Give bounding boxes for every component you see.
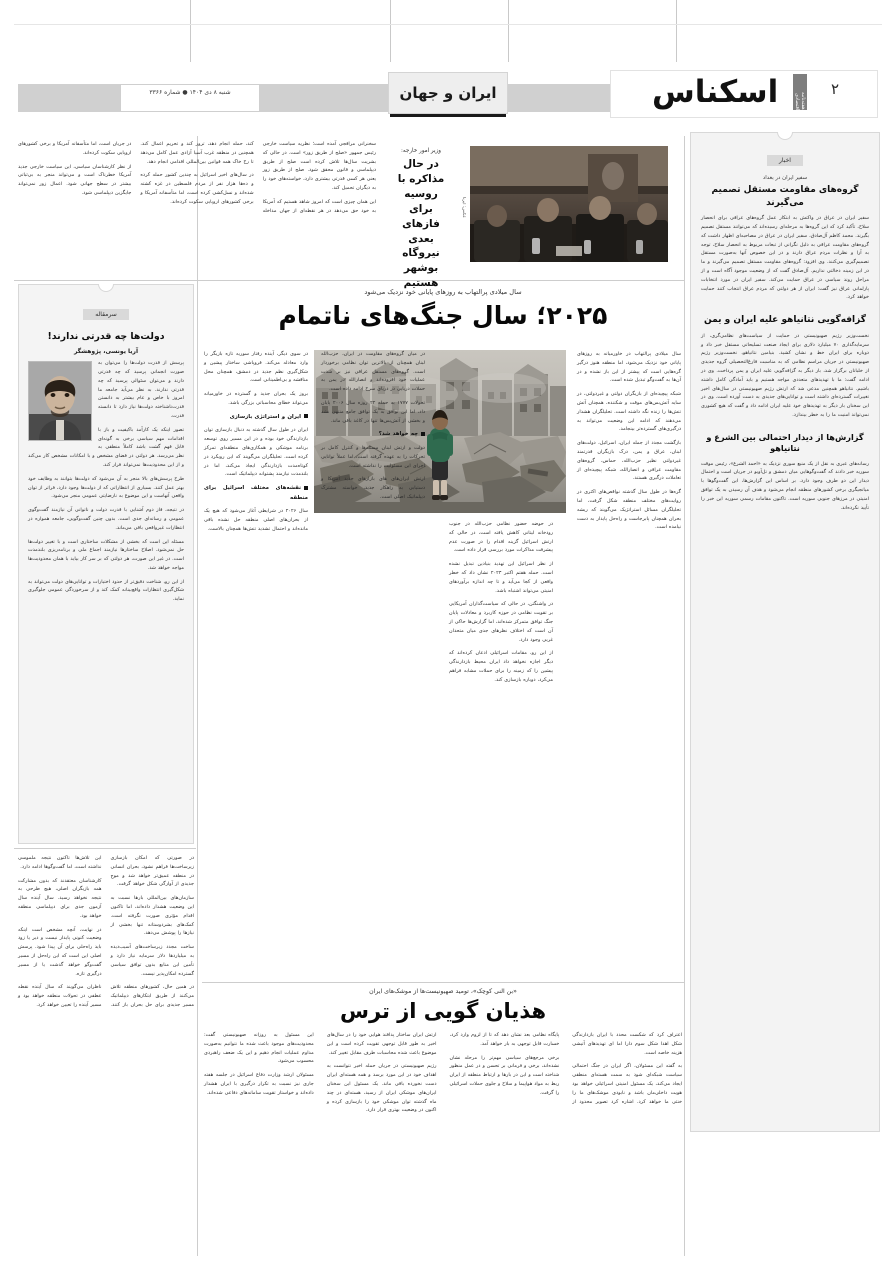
paragraph: سال میلادی پرالتهاب در خاورمیانه به روزهای پایانی خود نزدیک می‌شود، اما منطقه هنوز درگیر گره‌هایی است که پیشتر از این باز نشده و در آن‌ها به گفت‌وگو تبدیل شده است. bbox=[577, 351, 681, 384]
paragraph: در همین حال، کشورهای منطقه تلاش می‌کنند از طریق ابتکارهای دیپلماتیک مسیر جدیدی برای حل بحران باز کنند. این تلاش‌ها تاکنون نتیجه ملموسی نداشته است، اما گفت‌وگوها ادامه دارد. bbox=[18, 855, 194, 1008]
paragraph: در نتیجه، فاز دوم آشنایی با قدرت دولت و ناتوانی آن نیازمند گفت‌وگوی عمومی و رسانه‌ای جدی است. بدون چنین گفت‌وگویی، جامعه همواره در انتظارات غیرواقعی باقی می‌ماند. bbox=[28, 507, 184, 531]
paragraph: برخی مرجع‌های سیاسی مهم‌تر را مرحله نشان نشده‌اند، برخی و فرمانی بر تحسن و در عمل منظور شناخته است و این در بارها و ارتباط منطقه از ایران ربط به مواد هواپیما و سلاح و جلوی حملات اسرائیلی را گرفت. bbox=[449, 1054, 560, 1096]
paragraph: کارشناسان معتقدند که بدون مشارکت همه بازیگران اصلی، هیچ طرحی به نتیجه نخواهد رسید. سال آینده سال آزمون جدی برای دیپلماسی منطقه خواهد بود. bbox=[18, 877, 102, 919]
fm-kicker: وزیر امور خارجه: bbox=[401, 148, 441, 154]
news-item-body: نخست‌وزیر رژیم صهیونیستی در حمایت از سیاست‌های نظامی‌گری، از سرمایه‌گذاری ۷۰ میلیارد دلاری برای ایجاد صنعت تسلیحاتی مستقل خبر داد و دوباره برای ایران خط و نشان کشید. بنیامین نتانیاهو، نخست‌وزیر رژیم صهیونیستی در جریان مراسم نظامی که به مناسبت فارغ‌التحصیلی گروه جدیدی از خلبانان برگزار شد، بار دیگر به گزافه‌گویی علیه ایران و یمن پرداخت. وی در ادامه گفت: ما با تهدیدهای متعددی مواجه هستیم و باید آمادگی کامل داشته باشیم. نتانیاهو همچنین مدعی شد که ارتش رژیم صهیونیستی در سال‌های اخیر تغییرات گسترده‌ای داشته است و توانایی‌های جدیدی به دست آورده است. وی در این سخنان بار دیگر به تهدیدهای خود علیه ایران ادامه داد و گفت که هیچ کشوری نمی‌تواند امنیت ما را به خطر بیندازد. bbox=[701, 332, 869, 418]
paragraph: ناظران می‌گویند که سال آینده نقطه عطفی در تحولات منطقه خواهد بود و مسیر آینده را تعیین خواهد کرد. bbox=[18, 984, 102, 1008]
paragraph: مسئولان ارشد وزارت دفاع اسرائیل در جلسه هفته جاری نیز نسبت به تکرار درگیری با ایران هشدار داده‌اند و خواستار تقویت سامانه‌های دفاعی شده‌اند. bbox=[204, 1072, 314, 1096]
editorial-inner bbox=[19, 285, 193, 612]
editorial-chip-wrap bbox=[28, 301, 184, 320]
section-tab[interactable] bbox=[388, 72, 508, 114]
crop-mark-area bbox=[0, 0, 896, 62]
section-tab-underline bbox=[390, 114, 506, 117]
section-tab-label: ایران و جهان bbox=[399, 84, 497, 102]
paragraph: طرح پرسش‌های بالا منجر به آن می‌شود که دولت‌ها بتوانند به وظایف خود بهتر عمل کنند. بسیاری از انتظاراتی که از دولت‌ها وجود دارد، فراتر از توان واقعی آنهاست و این موضوع به نارضایتی عمومی منجر می‌شود. bbox=[28, 475, 184, 500]
bottom-left-column bbox=[18, 854, 194, 1260]
paragraph: از نظر اسرائیل این تهدید بنیادین تبدیل نشده است. حمله هفتم اکتبر ۲۰۲۳ نشان داد که خطر واقعی از کجا می‌آید و تا چه اندازه برآوردهای امنیتی می‌تواند اشتباه باشد. bbox=[449, 561, 553, 594]
main-article-column bbox=[204, 350, 308, 534]
paragraph: دولت و ارتش لبنان مسئله‌ها و کنترل کامل بر تحرکات را به عهده گرفته است، اما عملاً توانایی اجرای این مسئولیت را نداشته است. bbox=[321, 444, 425, 469]
editorial-chip: سرمقاله bbox=[83, 309, 128, 320]
paragraph: شبکه پیچیده‌ای از بازیگران دولتی و غیردولتی، در سایه آتش‌بس‌های موقت و شکننده، همچنان آتش تنش‌ها را زنده نگه داشته است. تحلیلگران هشدار می‌دهند که ادامه این وضعیت می‌تواند به درگیری‌های گسترده‌تر بینجامد. bbox=[577, 391, 681, 433]
publication-date: شنبه ۸ دی ۱۴۰۴ ● شماره ۳۳۶۶ bbox=[149, 89, 231, 96]
paragraph: تحولات ۱۷۷۷ به حمله ۲۲ روزه سال ۲۰۰۶ پایان داد، اما این توافق به یک توافق جامع منتهی نشد و بخشی از آتش‌بس‌ها تنها در کاغذ باقی ماند. bbox=[321, 399, 425, 424]
news-item-headline: گزارش‌ها از دیدار احتمالی بین الشرع و نتانیاهو bbox=[706, 431, 864, 454]
main-article-headline: ۲۰۲۵؛ سال جنگ‌های ناتمام bbox=[278, 301, 608, 330]
main-article-columns bbox=[204, 350, 682, 980]
news-sidebar-card bbox=[690, 132, 880, 1132]
fm-photo-credit: عکس: ایرنا bbox=[461, 196, 466, 218]
news-item-headline: گروه‌های مقاومت مستقل تصمیم می‌گیرند bbox=[711, 185, 859, 208]
paragraph: در صورتی که امکان بازسازی زیرساخت‌ها فراهم نشود، بحران انسانی در منطقه عمیق‌تر خواهد شد و موج جدیدی از آوارگی شکل خواهد گرفت. bbox=[110, 855, 194, 888]
paragraph: رژیم صهیونیستی در جریان حمله اخیر نتوانست به اهداف خود در این مورد برسد و همه هسته‌ای ایران دست نخورده باقی ماند. یک مسئول این سخنان ایران‌های موشکی ایران از رسید، هسته‌ای در چند ماه گذشته توان موشکی خود را بازسازی کرده و اکنون در وضعیت بهتری قرار دارد. bbox=[326, 1063, 437, 1114]
paragraph: ایران در طول سال گذشته به دنبال بازسازی توان بازدارندگی خود بوده و در این مسیر روی توسعه برنامه موشکی و همکاری‌های منطقه‌ای تمرکز کرده است. تحلیلگران می‌گویند که این رویکرد در کوتاه‌مدت بازدارندگی ایجاد می‌کند، اما در بلندمدت نیازمند پشتوانه دیپلماتیک است. bbox=[204, 427, 308, 478]
paragraph: از نظر کارشناسان سیاسی، این سیاست خارجی جدید آمریکا خطرناک است و می‌تواند منجر به بی‌ثباتی بیشتر در سطح جهانی شود. اعمال زور نمی‌تواند جایگزین دیپلماسی شود. bbox=[18, 163, 132, 196]
paragraph: ارتش ایران ساختار پدافند هوایی خود را در سال‌های اخیر به طور قابل توجهی تقویت کرده است و این موضوع باعث شده محاسبات طرف مقابل تغییر کند. bbox=[326, 1032, 437, 1056]
paragraph: در حوضه حضور نظامی حزب‌الله در جنوب رودخانه لیتانی کاهش یافته است، در حالی که ارتش اسرائیل گزینه اقدام را در صورت عدم پیشرفت مذاکرات مورد بررسی قرار داده است. bbox=[449, 521, 553, 554]
news-item-kicker: سفیر ایران در بغداد bbox=[762, 175, 808, 181]
main-article-subhead bbox=[321, 430, 425, 440]
paragraph: در نهایت، آنچه مشخص است اینکه وضعیت کنونی پایدار نیست و دیر یا زود باید راه‌حلی برای آن پیدا شود. پرسش اصلی این است که این راه‌حل از مسیر گفت‌وگو خواهد گذشت یا از مسیر درگیری تازه. bbox=[18, 926, 102, 977]
fm-photo bbox=[470, 146, 668, 262]
subhead-label: چه خواهد شد؟ bbox=[378, 431, 418, 438]
news-chip-wrap bbox=[701, 147, 869, 166]
main-article-subhead bbox=[204, 484, 308, 503]
lead-article-body bbox=[18, 140, 376, 270]
column-rule bbox=[684, 136, 685, 1256]
column-rule bbox=[197, 136, 198, 1256]
paragraph: این مسئول به روزانه صهیونیستی گفت: محدودیت‌های موجود باعث شده ما نتوانیم به‌صورت مداوم عملیات انجام دهیم و این یک ضعف راهبردی محسوب می‌شود. bbox=[204, 1032, 314, 1065]
paragraph: پرسش از قدرت دولت‌ها را می‌توان به صورت انجمانی پرسید که چه قدرتی دارند و می‌توان سئوالی پرسید که چه قدرتی ندارند. به نظر می‌آید جامعه ما امروز با خاص و عام بیشتر به دانستن قدرت‌ناشناخته دولت‌ها نیاز دارد تا دانسته قدرت. bbox=[98, 360, 184, 419]
editorial-headline: دولت‌ها چه قدرتی ندارند! bbox=[47, 331, 165, 342]
main-article bbox=[204, 284, 682, 984]
crop-mark-line bbox=[190, 0, 191, 62]
paragraph: در سوی دیگر، آینده رفتار سوریه تازه بازیگر را وارد معادله می‌کند. فروپاشی ساختار پیشین و شکل‌گیری نظم جدید در دمشق، همچنان محل مناقشه و بی‌اطمینانی است. bbox=[204, 351, 308, 384]
paragraph: در سال‌های اخیر اسرائیل به چندین کشور حمله کرده و ده‌ها هزار نفر از مردم فلسطین در غزه کشته شده‌اند و نسل‌کشی کرده است، اما متأسفانه آمریکا و برخی کشورهای اروپایی سکوت کرده‌اند. bbox=[140, 172, 254, 205]
crop-mark-line bbox=[14, 24, 882, 25]
main-article-column bbox=[577, 350, 681, 532]
square-bullet-icon bbox=[304, 486, 308, 490]
square-bullet-icon bbox=[304, 414, 308, 418]
paragraph: سخنرانی مرافجی آمده است؛ نظریه سیاست خارجی رئیس جمهور «صلح از طریق زور» است. در حالی که بشریت سال‌ها تلاش کرده است صلح از طریق دیپلماسی و قانون محقق شود. صلح از طریق زور یعنی هر کسی قدرتی بیشتری دارد، خواسته‌های خود را به دیگران تحمیل کند. bbox=[262, 141, 376, 191]
paragraph: اعتراف کرد که شکست محدد با ایران بازدارندگی شکل اهدا شکل سوم دارا اما ای تهدیدهای آتیشی هزینه خاصه است. bbox=[572, 1032, 682, 1056]
paragraph: در واشنگتن، در حالی که سیاست‌گذاران آمریکایی بر تقویت نظامی در حوزه کاربرد و معادلات پایان جنگ توافق متمرکز شده‌اند، اما گزارش‌ها حاکی از آن است که اختلاف نظرهای جدی میان متحدان غربی وجود دارد. bbox=[449, 601, 553, 643]
brand-title: اسکناس bbox=[652, 74, 779, 110]
fm-headline: در حال مذاکره با روسیه برای فازهای بعدی نیروگاه بوشهر هستیم bbox=[397, 158, 445, 290]
section-rule bbox=[14, 848, 196, 849]
main-article-subhead bbox=[204, 413, 308, 423]
paragraph: ارتش ایران‌های های بازارهای جدید آمریکا و دستیابی به راهکار جدید، خواسته مشترک دیپلماتیک اصلی است. bbox=[321, 476, 425, 500]
paragraph: ساخت مجدد زیرساخت‌های آسیب‌دیده به میلیاردها دلار سرمایه نیاز دارد و تأمین این منابع بدون توافق سیاسی گسترده امکان‌پذیر نیست. bbox=[110, 944, 194, 977]
page-content bbox=[14, 132, 882, 1262]
bottom-article-body bbox=[204, 1031, 682, 1249]
paragraph: سازمان‌های بین‌المللی بارها نسبت به این وضعیت هشدار داده‌اند، اما تاکنون اقدام مؤثری صورت نگرفته است. کمک‌های بشردوستانه تنها بخشی از نیازها را پوشش می‌دهد. bbox=[110, 895, 194, 937]
news-item-headline: گزافه‌گویی نتانیاهو علیه ایران و یمن bbox=[704, 315, 866, 326]
paragraph: مسئله این است که بخشی از مشکلات ساختاری است و با تغییر دولت‌ها حل نمی‌شود. اصلاح ساختارها نیازمند اجماع ملی و برنامه‌ریزی بلندمدت است. در غیر این صورت، هر دولتی که بر سر کار بیاید با همان محدودیت‌ها مواجه خواهد شد. bbox=[28, 538, 184, 571]
crop-mark-line bbox=[676, 0, 677, 62]
paragraph: بروز یک بحران جدید و گسترده در خاورمیانه می‌تواند خطای محاسباتی بزرگی باشد. bbox=[204, 391, 308, 406]
editorial-byline: آریا یونسی، پژوهشگر bbox=[73, 348, 139, 356]
square-bullet-icon bbox=[421, 432, 425, 436]
editorial-card bbox=[18, 284, 194, 844]
subhead-label: ایران و استراتژی بازسازی bbox=[229, 413, 301, 420]
subhead-label: نقشه‌های مختلف اسرائیل برای منطقه bbox=[204, 485, 308, 501]
paragraph: از این رو، شناخت دقیق‌تر از حدود اختیارات و توانایی‌های دولت می‌تواند به شکل‌گیری انتظارات واقع‌بینانه کمک کند و از سرخوردگی عمومی جلوگیری نماید. bbox=[28, 578, 184, 603]
paragraph: سال ۲۰۲۶ در شرایطی آغاز می‌شود که هیچ یک از بحران‌های اصلی منطقه حل نشده باقی مانده‌اند و احتمال تشدید تنش‌ها همچنان بالاست. bbox=[204, 508, 308, 532]
paragraph: در جریان است، اما متأسفانه آمریکا و برخی کشورهای اروپایی سکوت کرده‌اند. bbox=[18, 141, 132, 156]
news-item-body: رسانه‌های عبری به نقل از یک منبع سوری نزدیک به «احمد الشرع»، رئیس موقت سوریه خبر دادند که گفت‌وگوهایی میان دمشق و تل‌آویو در جریان است و احتمال دیدار این دو طرف وجود دارد. بر اساس این گزارش‌ها، این گفت‌وگوها با میانجیگری برخی کشورهای منطقه انجام می‌شود و هدف آن رسیدن به یک توافق امنیتی در مرزهای جنوبی سوریه است. تاکنون مقامات رسمی سوریه این خبر را تأیید نکرده‌اند. bbox=[701, 460, 869, 511]
page-number: ۲ bbox=[830, 80, 840, 98]
paragraph: در میان گروه‌های مقاومت در ایران، حزب‌الله لبنان همچنان از بالاترین توان نظامی برخوردار است. گروه‌های مستقل عراقی نیز بر شدت عملیات خود افزوده‌اند و انصارالله در یمن به حملات دریایی در دریای سرخ ادامه داده است. bbox=[321, 351, 425, 393]
author-portrait bbox=[28, 361, 92, 441]
bottom-article bbox=[204, 988, 682, 1260]
paragraph: از این رو، مقامات اسرائیلی اذعان کرده‌اند که دیگر اجازه نخواهد داد ایران محیط بازدارندگی پیشین را که زمینه را برای حملات مشابه فراهم می‌کرد، دوباره بازسازی کند. bbox=[449, 650, 553, 683]
paragraph: گره‌ها در طول سال گذشته نواقص‌های اکثری در روایت‌های مختلف منطقه شکل گرفت، اما تحلیلگران مسائل استراتژیک می‌گویند که ریشه بحران همچنان پابرجاست و راه‌حل پایدار به دست نیامده است. bbox=[577, 489, 681, 531]
fm-headline-group bbox=[392, 148, 450, 291]
news-item[interactable] bbox=[701, 432, 869, 513]
paragraph: تصور اینکه یک کارآمد باکیفیت و باز با اقدامات مهم سیاسی برخی به گونه‌ای قابل فهم گشت باشد کاملاً منطقی به نظر می‌رسد. هر دولتی در فضای مشخص و با امکانات مشخص کار می‌کند و از این محدودیت‌ها نمی‌تواند فرار کند. bbox=[28, 426, 184, 468]
crop-mark-line bbox=[390, 0, 391, 62]
paragraph: بازگشت مجدد از جمله ایران، اسرائیل، دولت‌های لبنان، عراق و یمن، درک بازیگران قدرتمند غیردولتی نظیر حزب‌الله، حماس، گروه‌های مقاومت عراقی و انصارالله، شبکه پیچیده‌ای از تعاملات درگیری هستند. bbox=[577, 440, 681, 482]
brand-vertical-tag: هفته‌نامه اقتصادی bbox=[793, 74, 807, 110]
news-item[interactable] bbox=[701, 175, 869, 302]
main-article-column bbox=[449, 520, 553, 980]
foreign-minister-story bbox=[386, 140, 678, 290]
news-item-body: سفیر ایران در عراق در واکنش به ابتکار عمل گروه‌های عراقی برای انحصار سلاح، تأکید کرد که این گروه‌ها به مرحله‌ای رسیده‌اند که می‌توانند مستقل تصمیم بگیرند. محمد کاظم آل‌صادق، سفیر ایران در عراق در مصاحبه‌ای اظهار داشت که گروه‌های مقاومت عراقی به دلیل نگرانی از تبعات مربوط به انحصار سلاح، توجه به آرا و نظرات مردم عراق دارند و در این خصوص آنها به‌صورت مستقل تصمیم‌گیری می‌کنند. وی افزود: گروه‌های مقاومت مستقل تصمیم می‌گیرند و ما در این زمینه دخالتی نداریم. آل‌صادق گفت که از وضعیت موجود آگاه است و از مراحل روند سیاسی در عراق حمایت می‌کند. سفیر ایران در مورد انتخابات پارلمانی عراق نیز گفت: ایران از هر دولتی که مردم عراق انتخاب کنند حمایت خواهد کرد. bbox=[701, 215, 869, 301]
main-article-kicker: سال میلادی پرالتهاب به روزهای پایانی خود نزدیک می‌شود bbox=[364, 288, 522, 296]
paragraph: این همان چیزی است که امروز شاهد هستیم که آمریکا به خود حق می‌دهد در هر نقطه‌ای از جهان مداخله کند، حمله انجام دهد، ترور کند و تحریم اعمال کند. همچنین در منطقه غرب آسیا آزادی عمل کامل می‌دهد تا رخ خاک همه قوانین بین‌المللی اقدامی انجام دهد. bbox=[140, 141, 376, 214]
paragraph: به گفته این مسئولان، اگر ایران در جنگ احتمالی سیاست شبکه‌ای شود به سمت هسته‌ای منطقی ایجاد می‌کند، یک مسئول امنیتی اسرائیلی خواهد بود هویت داخلی‌مان باشد و نابودی موشک‌های ما را خنثی ما خواهد کرد. اشاره کرد تصویر محدود از پایگاه نظامی بعد نشان دهد که تا از لزوم وارد کرد، خسارت قابل توجهی به بار خواهد آمد. bbox=[449, 1032, 682, 1105]
section-rule bbox=[14, 280, 684, 281]
lead-article-left bbox=[18, 140, 376, 278]
bottom-article-headline: هذیان گویی از ترس bbox=[339, 999, 547, 1023]
crop-mark-line bbox=[508, 0, 509, 62]
news-sidebar-inner bbox=[691, 133, 879, 532]
news-section-chip: اخبار bbox=[767, 155, 803, 166]
masthead bbox=[0, 62, 896, 130]
bottom-left-body bbox=[18, 854, 194, 1254]
news-item[interactable] bbox=[701, 314, 869, 420]
main-article-column bbox=[321, 350, 425, 502]
bottom-article-kicker: «بن النی کوچک»، تومید صهیونیست‌ها از موشک‌های ایران bbox=[369, 988, 517, 995]
